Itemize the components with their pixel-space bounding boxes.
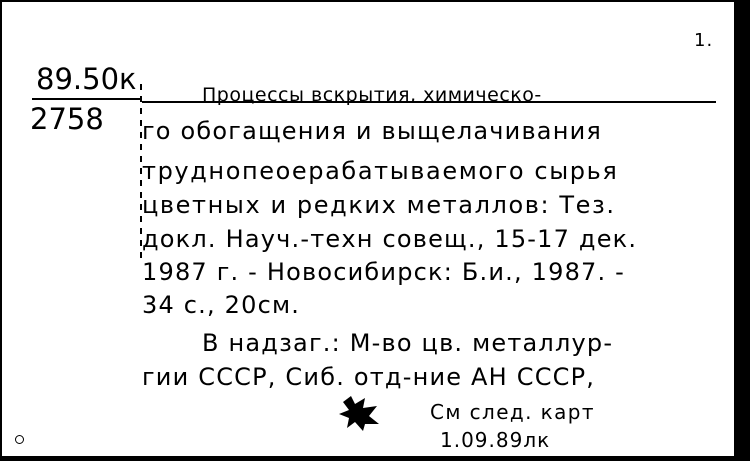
punch-hole-mark xyxy=(15,435,24,444)
call-number-bottom: 2758 xyxy=(30,102,104,136)
ink-blot xyxy=(337,394,381,432)
corner-mark: 1. xyxy=(694,30,714,51)
scan-border-bottom xyxy=(0,456,750,461)
card-line-4: цветных и редких металлов: Тез. xyxy=(142,191,616,219)
card-line-5: докл. Науч.-техн совещ., 15-17 дек. xyxy=(142,225,638,253)
call-number-rule xyxy=(32,98,142,100)
card-line-8: В надзаг.: М-во цв. металлур- xyxy=(202,329,614,357)
card-line-6: 1987 г. - Новосибирск: Б.и., 1987. - xyxy=(142,258,626,286)
note-date: 1.09.89лк xyxy=(440,428,551,452)
card-line-1: Процессы вскрытия, химическо- xyxy=(202,84,542,106)
scan-border-right xyxy=(734,0,750,461)
call-number-top: 89.50к xyxy=(36,62,137,96)
note-see-next-card: См след. карт xyxy=(430,400,595,424)
catalog-card xyxy=(2,2,734,456)
card-line-3: труднопеоерабатываемого сырья xyxy=(142,157,619,185)
card-line-2: го обогащения и выщелачивания xyxy=(142,117,603,145)
card-line-7: 34 с., 20см. xyxy=(142,291,301,319)
card-line-9: гии СССР, Сиб. отд-ние АН СССР, xyxy=(142,363,596,391)
